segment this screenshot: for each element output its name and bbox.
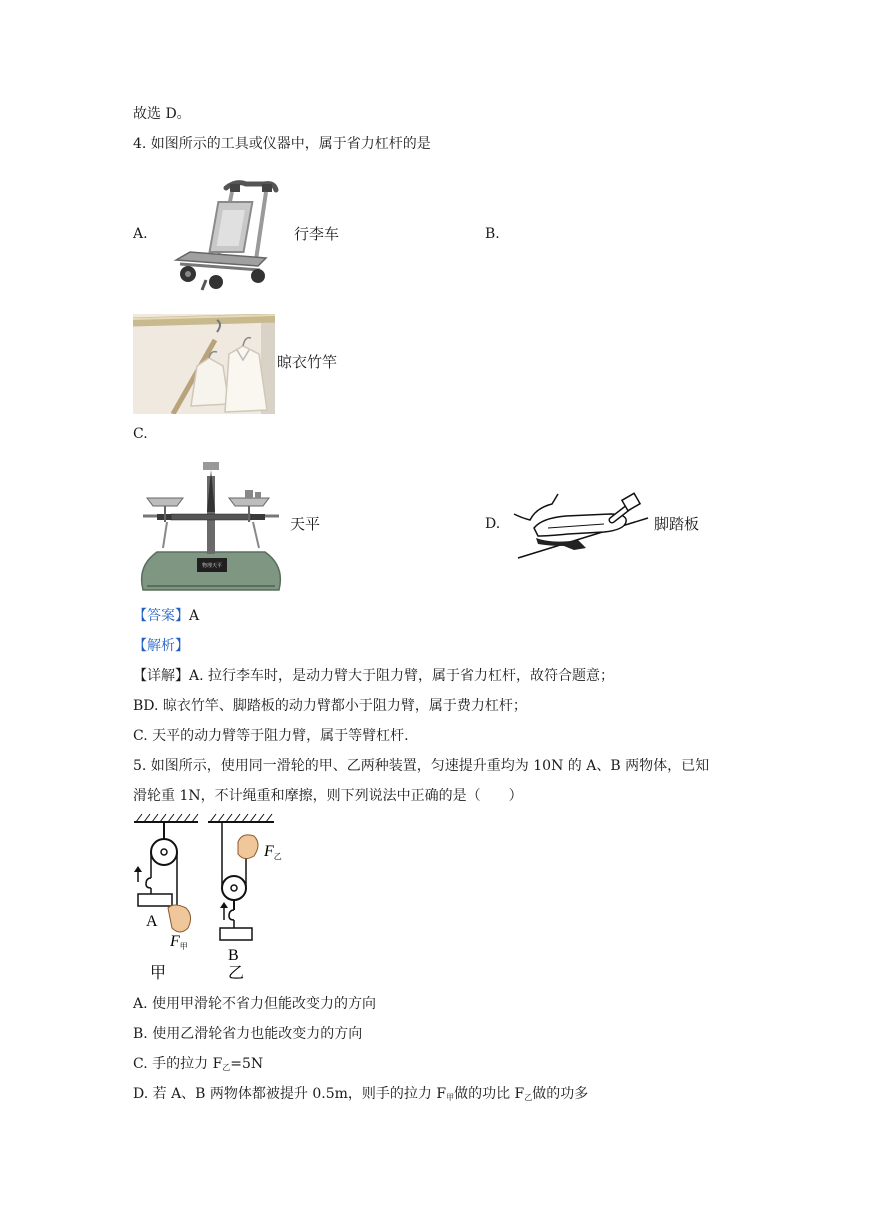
force-yi-label	[263, 843, 282, 861]
clothes-pole-image	[133, 314, 275, 414]
label-jia: 甲	[150, 965, 167, 982]
option-d-caption: 脚踏板	[654, 515, 700, 533]
detail-line-2: BD. 晾衣竹竿、脚踏板的动力臂都小于阻力臂，属于费力杠杆；	[133, 698, 527, 714]
force-jia-label	[169, 933, 188, 951]
option-b-letter: B.	[485, 226, 500, 242]
label-a: A	[146, 913, 158, 930]
q5-option-d-sub2: 乙	[524, 1093, 533, 1102]
option-d-letter: D.	[485, 516, 501, 532]
detail-line-1	[133, 666, 614, 686]
force-yi-sub: 乙	[273, 852, 282, 861]
q5-option-d-mid: 做的功比 F	[454, 1086, 525, 1102]
answer-tag: 【答案】	[133, 608, 189, 624]
option-c-letter: C.	[133, 426, 148, 442]
force-yi-f: F	[264, 843, 274, 860]
pulley-figure	[130, 812, 290, 984]
option-c-caption: 天平	[290, 515, 321, 533]
balance-plate-text: 物理天平	[201, 563, 223, 569]
label-b: B	[228, 947, 239, 964]
force-jia-f: F	[170, 933, 180, 950]
q5-option-b: B. 使用乙滑轮省力也能改变力的方向	[133, 1026, 363, 1042]
label-yi: 乙	[228, 965, 245, 982]
question-5-stem-line-2: 滑轮重 1N，不计绳重和摩擦，则下列说法中正确的是（ ）	[133, 788, 523, 804]
q5-option-c-sub: 乙	[222, 1063, 231, 1072]
answer-line	[133, 606, 199, 626]
option-a-caption: 行李车	[294, 225, 340, 243]
analysis-tag: 【解析】	[133, 638, 189, 654]
option-b-caption: 晾衣竹竿	[277, 353, 338, 371]
detail-text-1: A. 拉行李车时，是动力臂大于阻力臂，属于省力杠杆，故符合题意；	[189, 668, 615, 684]
q5-option-d-pre: D. 若 A、B 两物体都被提升 0.5m，则手的拉力 F	[133, 1086, 447, 1102]
q5-option-a: A. 使用甲滑轮不省力但能改变力的方向	[133, 996, 377, 1012]
pedal-image	[508, 488, 656, 560]
question-4-stem: 4. 如图所示的工具或仪器中，属于省力杠杆的是	[133, 136, 431, 152]
option-a-letter: A.	[133, 226, 148, 242]
luggage-cart-image	[166, 170, 288, 300]
q5-option-d-post: 做的功多	[532, 1086, 589, 1102]
prev-answer-line: 故选 D。	[133, 106, 191, 122]
q5-option-c-pre: C. 手的拉力 F	[133, 1056, 223, 1072]
question-5-stem-line-1: 5. 如图所示，使用同一滑轮的甲、乙两种装置，匀速提升重均为 10N 的 A、B 两物体，已知	[133, 758, 710, 774]
q5-option-d	[133, 1084, 588, 1108]
q5-option-d-sub1: 甲	[446, 1093, 455, 1102]
answer-value: A	[189, 608, 200, 624]
detail-tag: 【详解】	[133, 668, 189, 684]
force-jia-sub: 甲	[179, 942, 188, 951]
q5-option-c	[133, 1054, 263, 1078]
detail-line-3: C. 天平的动力臂等于阻力臂，属于等臂杠杆.	[133, 728, 409, 744]
balance-image	[137, 456, 285, 592]
q5-option-c-post: =5N	[230, 1056, 264, 1072]
